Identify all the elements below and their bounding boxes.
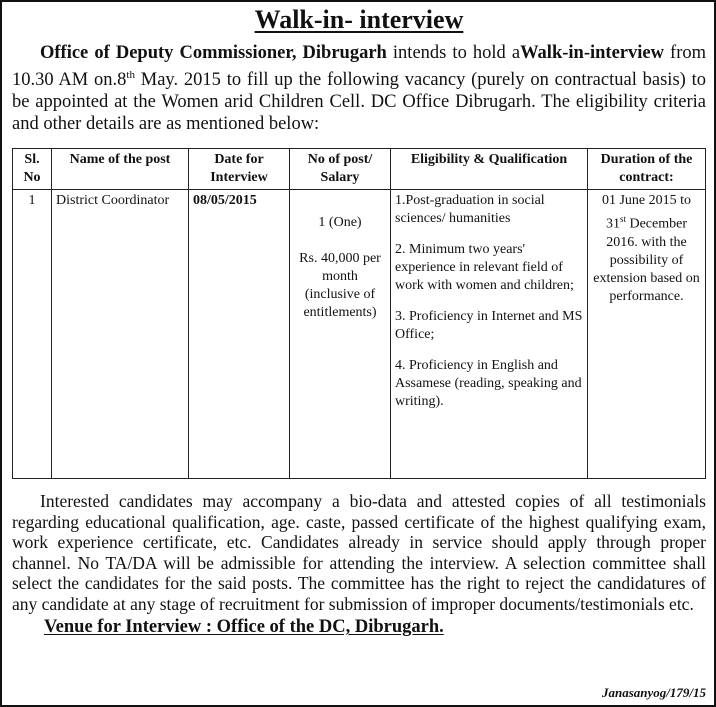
header-interview-date: Date for Interview bbox=[189, 149, 290, 190]
intro-text-2: from 10.30 AM on.8 bbox=[12, 43, 707, 91]
eligibility-item-1: 1.Post-graduation in social sciences/ humanities bbox=[395, 193, 545, 227]
vacancy-table bbox=[12, 148, 706, 479]
title-text: Walk-in- interview bbox=[254, 5, 464, 34]
cell-sl-no: 1 bbox=[13, 190, 52, 479]
office-name: Office of Deputy Commissioner, Dibrugarh bbox=[40, 43, 387, 63]
table-header-row bbox=[13, 149, 706, 190]
header-sl-no: Sl. No bbox=[13, 149, 52, 190]
walkin-label: Walk-in-interview bbox=[520, 43, 664, 63]
posts-count: 1 (One) bbox=[318, 215, 362, 231]
cell-duration bbox=[588, 190, 706, 479]
cell-posts-salary bbox=[290, 190, 391, 479]
header-post-name: Name of the post bbox=[52, 149, 189, 190]
eligibility-item-4: 4. Proficiency in English and Assamese (reading, speaking and writing). bbox=[395, 358, 582, 410]
intro-text-3: May. 2015 to fill up the following vacancy (purely on contractual basis) to be appointed at the Women arid Children Cell. DC Office Dibrugarh. The eligibility criteria and other details are as mentioned below: bbox=[12, 70, 706, 135]
intro-text-1: intends to hold a bbox=[386, 43, 521, 63]
intro-paragraph bbox=[12, 42, 706, 135]
table-row bbox=[13, 190, 706, 479]
cell-interview-date: 08/05/2015 bbox=[189, 190, 290, 479]
header-posts-salary: No of post/ Salary bbox=[290, 149, 391, 190]
eligibility-item-3: 3. Proficiency in Internet and MS Office; bbox=[395, 309, 583, 343]
salary-text: Rs. 40,000 per month (inclusive of entitlements) bbox=[299, 251, 381, 321]
eligibility-item-2: 2. Minimum two years' experience in relevant field of work with women and children; bbox=[395, 242, 574, 294]
duration-superscript: st bbox=[619, 214, 626, 225]
date-superscript: th bbox=[126, 69, 135, 81]
page-title bbox=[12, 6, 706, 34]
venue-line: Venue for Interview : Office of the DC, Dibrugarh. bbox=[44, 617, 444, 638]
duration-text-3: December 2016. with the possibility of extension based on performance. bbox=[593, 216, 700, 304]
reference-number: Janasanyog/179/15 bbox=[601, 685, 706, 700]
body-paragraph: Interested candidates may accompany a bio-data and attested copies of all testimonials regarding educational qualification, age. caste, passed certificate of the highest qualifying exam, work experience certificate, etc. Candidates already in service should apply through proper channel. No TA/DA will be admissible for attending the interview. A selection committee shall select the candidates for the said posts. The committee has the right to reject the candidatures of any candidate at any stage of recruitment for submission of improper documents/testimonials etc. bbox=[12, 491, 706, 614]
duration-text-1: 01 June 2015 to bbox=[601, 193, 692, 209]
duration-text-2: 31 bbox=[605, 216, 620, 232]
cell-eligibility bbox=[391, 190, 588, 479]
header-eligibility: Eligibility & Qualification bbox=[391, 149, 588, 190]
header-duration: Duration of the contract: bbox=[588, 149, 706, 190]
cell-post-name: District Coordinator bbox=[52, 190, 189, 479]
